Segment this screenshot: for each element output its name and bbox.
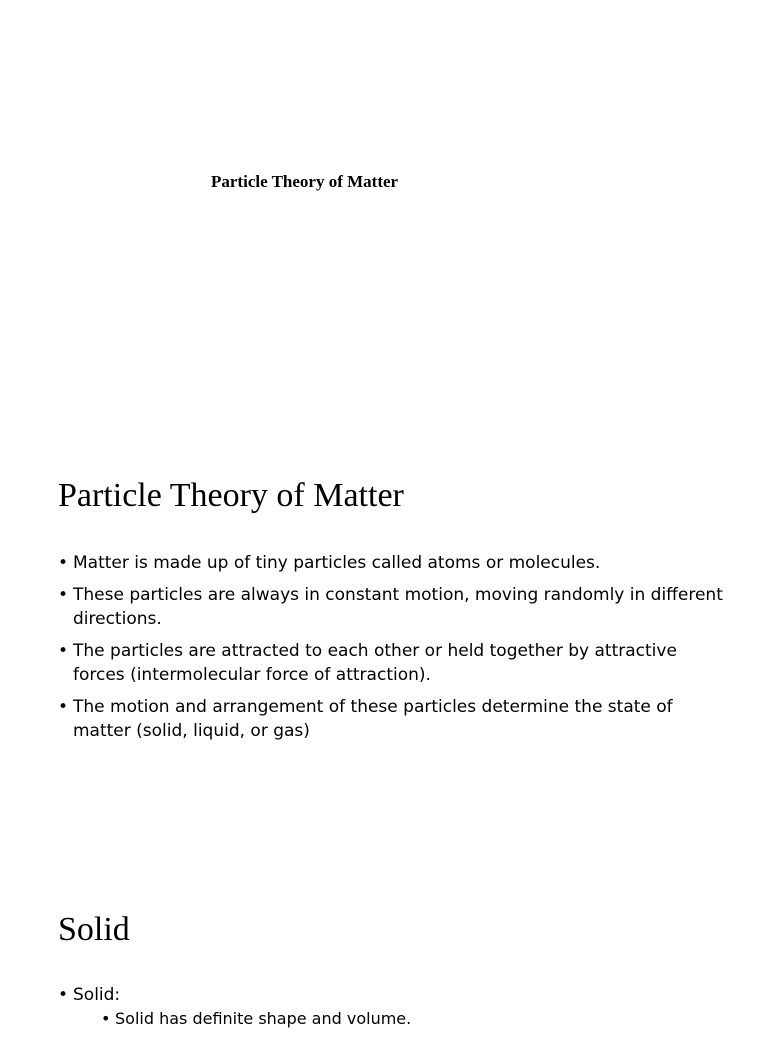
list-item [58, 551, 728, 575]
bullet-text: The motion and arrangement of these particles determine the state of matter (solid, liquid, or gas) [73, 697, 673, 741]
sub-list-item [101, 1007, 728, 1031]
bullet-text: Matter is made up of tiny particles called atoms or molecules. [73, 553, 601, 573]
slide-title: Particle Theory of Matter [211, 172, 399, 191]
list-item [58, 639, 728, 687]
bullet-icon: • [58, 985, 69, 1005]
list-item [58, 583, 728, 631]
bullet-list [58, 551, 728, 751]
content-slide-particle-theory [0, 440, 768, 860]
bullet-text: The particles are attracted to each other or held together by attractive forces (intermolecular force of attraction). [73, 641, 677, 685]
sub-bullet-text: Solid has definite shape and volume. [115, 1009, 412, 1028]
slide-heading: Particle Theory of Matter [58, 477, 404, 514]
bullet-icon: • [58, 697, 69, 717]
slide-heading: Solid [58, 911, 130, 948]
list-item [58, 695, 728, 743]
bullet-icon: • [58, 585, 69, 605]
bullet-icon: • [58, 641, 69, 661]
bullet-list [58, 983, 728, 1039]
bullet-icon: • [101, 1009, 111, 1028]
bullet-icon: • [58, 553, 69, 573]
bullet-text: Solid: [73, 985, 121, 1005]
content-slide-solid [0, 880, 768, 1028]
title-slide [0, 0, 768, 400]
bullet-text: These particles are always in constant motion, moving randomly in different directions. [73, 585, 723, 629]
sub-bullet-list [73, 1007, 728, 1031]
